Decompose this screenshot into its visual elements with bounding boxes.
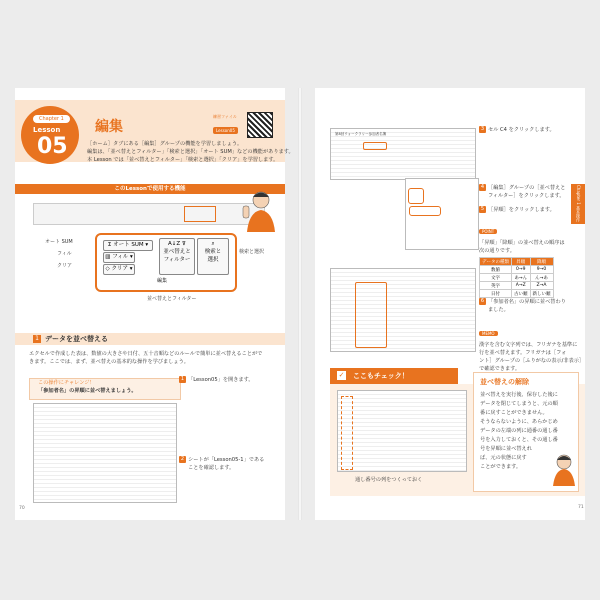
step-number: 3: [480, 126, 485, 132]
step-text: 「Lesson05」を開きます。: [188, 377, 254, 383]
intro-line: 編集は、「並べ替えとフィルター」「検索と選択」「オート SUM」などの機能があります。: [87, 149, 294, 155]
lesson-label: Lesson: [33, 126, 61, 134]
sort-release-text: 並べ替えを実行後、保存した後に データを閉じてしまうと、元の順 番に戻すことができません。 そうならないように、あらかじめ データの左端の列に通番の通し番 号を入力しておくと、その通し番 号を昇順に並べ替えれ ば、元の状態に戻す ことができます。: [480, 392, 558, 470]
callout-autosum: オート SUM: [45, 239, 73, 245]
intro-line: ［ホーム］タブにある［編集］グループの機能を学習しましょう。: [87, 141, 243, 147]
chapter-label: Chapter 1: [33, 115, 70, 123]
ascending-highlight: [409, 206, 441, 216]
step-text: シートが「Lesson05-1」である ことを確認します。: [188, 457, 265, 471]
sort-filter-label: 並べ替えと フィルター: [163, 249, 191, 263]
sorted-column-highlight: [355, 282, 387, 348]
fill-label: フィル: [112, 254, 129, 260]
page-title: 編集: [95, 119, 123, 135]
sample-file-name: Lesson05: [213, 127, 238, 134]
find-select-label: 検索と 選択: [204, 249, 222, 263]
table-header: 昇順: [512, 258, 531, 266]
step-text: セル C4 をクリックします。: [488, 127, 555, 133]
table-cell: 文字: [480, 274, 512, 282]
page-number: 70: [19, 506, 25, 511]
step-text: ［編集］グループの［並べ替えと フィルター］をクリックします。: [488, 185, 566, 199]
section-1-title: データを並べ替える: [45, 335, 108, 343]
sheet-screenshot-3: [337, 390, 467, 472]
check-title: ここもチェック！: [353, 372, 409, 380]
ribbon-screenshot: [33, 203, 265, 225]
table-cell: ん→あ: [530, 274, 553, 282]
table-row: [480, 282, 554, 290]
section-1-number: 1: [33, 335, 41, 343]
sample-file-label: 練習ファイル: [213, 114, 237, 119]
magnifier-icon: ⌕: [211, 241, 215, 247]
ribbon-highlight: [184, 206, 216, 222]
table-row: [480, 274, 554, 282]
table-cell: 英字: [480, 282, 512, 290]
fill-button[interactable]: ▥ フィル ▾: [103, 252, 135, 263]
step-number: 5: [480, 206, 485, 212]
callout-clear: クリア: [57, 263, 73, 269]
section-1-line: きます。ここでは、まず、並べ替えの基本的な操作を学びましょう。: [29, 359, 189, 365]
callout-sort: 並べ替えとフィルター: [147, 296, 197, 302]
clear-label: クリア: [111, 266, 128, 272]
autosum-button[interactable]: Σ オート SUM ▾: [103, 240, 153, 251]
cell-c4-highlight: [363, 142, 387, 150]
step-number: 6: [480, 298, 485, 304]
intro-text: [87, 140, 294, 164]
step-number: 4: [480, 184, 485, 190]
instructor-illustration-icon: [239, 188, 279, 232]
challenge-label: この操作にチャレンジ！: [38, 380, 95, 386]
lesson-badge: [21, 106, 79, 164]
table-cell: あ→ん: [512, 274, 531, 282]
memo-text: 漢字を含む文字列では、フリガナを基準に 行を並べ替えます。フリガナは［フォ ント］グループの［ふりがなの表示/非表示］ で確認できます。: [479, 342, 585, 372]
table-cell: 古い順: [512, 290, 531, 298]
callout-fill: フィル: [57, 251, 72, 257]
step-text: ［昇順］をクリックします。: [488, 207, 555, 213]
table-cell: A→Z: [512, 282, 531, 290]
point-label: POINT: [479, 229, 497, 234]
table-cell: Z→A: [530, 282, 553, 290]
clear-button[interactable]: ◇ クリア ▾: [103, 264, 135, 275]
table-row: [480, 266, 554, 274]
intro-line: 本 Lesson では「並べ替えとフィルター」「検索と選択」「クリア」を学習します。: [87, 157, 279, 163]
table-header: データの種類: [480, 258, 512, 266]
memo-label: MEMO: [479, 331, 498, 336]
book-gutter: [298, 88, 302, 520]
instructor-illustration-icon: [549, 452, 579, 486]
table-cell: 9→0: [530, 266, 553, 274]
section-1-line: エクセルで作成した表は、数値の大きさや日付、五十音順などのルールで簡単に並べ替えることがで: [29, 351, 263, 357]
check-section: [315, 368, 585, 498]
step-text: 「参加者名」の昇順に並べ替わり ました。: [488, 299, 566, 313]
step-number: 2: [180, 456, 185, 462]
table-cell: 数値: [480, 266, 512, 274]
lesson-number: 05: [37, 134, 68, 159]
challenge-text: 「参加者名」の昇順に並べ替えましょう。: [38, 388, 137, 394]
edit-group-label: 編集: [157, 278, 168, 284]
challenge-box: [29, 378, 181, 400]
point-box: [479, 218, 565, 298]
sort-release-title: 並べ替えの解除: [480, 378, 529, 386]
section-1-body: [29, 350, 262, 366]
table-header-row: [480, 258, 554, 266]
left-page: [15, 88, 294, 520]
callout-find: 検索と選択: [239, 249, 265, 255]
chapter-tab: Chapter 1 基本操作: [571, 184, 585, 224]
check-caption: 通し番号の列をつくっておく: [355, 477, 423, 483]
serial-column-highlight: [341, 396, 353, 470]
point-text: 「昇順」「降順」の並べ替えの順序は 次の通りです。: [479, 240, 565, 254]
find-select-button[interactable]: [197, 238, 229, 275]
table-cell: 新しい順: [530, 290, 553, 298]
excel-screenshot: [33, 403, 177, 503]
page-number: 71: [578, 505, 584, 510]
sheet-screenshot-2: [330, 268, 476, 352]
sort-icon: A↓Z ⊽: [168, 241, 186, 247]
memo-box: [479, 320, 584, 373]
table-cell: 日付: [480, 290, 512, 298]
table-cell: 0→9: [512, 266, 531, 274]
autosum-label: オート SUM: [113, 242, 144, 248]
checkbox-icon: ✓: [338, 371, 345, 379]
edit-group-zoom: [95, 233, 237, 292]
table-header: 降順: [530, 258, 553, 266]
sort-filter-button[interactable]: [159, 238, 195, 275]
step-number: 1: [180, 376, 185, 382]
qr-code-icon: [247, 112, 273, 138]
table-row: [480, 290, 554, 298]
feature-section-bar: このLessonで使用する機能: [15, 184, 285, 194]
sort-order-table: [479, 257, 554, 298]
sort-button-highlight: [408, 188, 424, 204]
sheet-title: 第8回ウォークラリー参加者名簿: [335, 132, 387, 136]
